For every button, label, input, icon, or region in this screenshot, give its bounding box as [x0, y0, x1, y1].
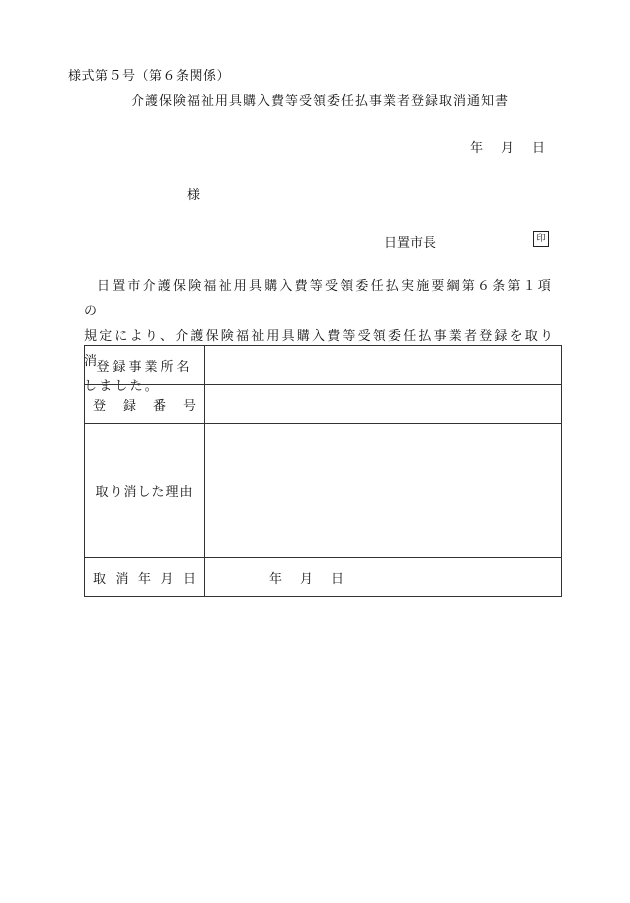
- issue-date: [470, 137, 545, 156]
- date-month: 月: [501, 141, 515, 156]
- date-day: 日: [532, 141, 546, 156]
- number-label-char: 録: [122, 398, 136, 414]
- number-label: [85, 385, 205, 424]
- cancel-date-label: [85, 558, 205, 597]
- document-title: 介護保険福祉用具購入費等受領委任払事業者登録取消通知書: [130, 94, 509, 109]
- cancel-month: 月: [300, 571, 314, 587]
- reason-label: 取り消した理由: [85, 424, 205, 558]
- cancel-label-char: 日: [182, 571, 196, 587]
- reason-value[interactable]: [205, 424, 562, 558]
- number-value[interactable]: [205, 385, 562, 424]
- table-row-office: [85, 346, 562, 385]
- body-line-1: 日置市介護保険福祉用具購入費等受領委任払実施要綱第６条第１項の: [84, 279, 554, 319]
- cancel-date-value[interactable]: [205, 558, 562, 597]
- body-line-3: しました。: [84, 379, 161, 394]
- office-label: 登録事業所名: [85, 346, 205, 385]
- cancel-label-char: 月: [160, 571, 174, 587]
- seal-mark: 印: [533, 231, 549, 247]
- cancel-label-char: 取: [93, 571, 107, 587]
- info-table: [84, 345, 562, 597]
- number-label-char: 号: [182, 398, 196, 414]
- table-row-number: [85, 385, 562, 424]
- table-row-cancel-date: [85, 558, 562, 597]
- cancel-label-char: 年: [137, 571, 151, 587]
- date-year: 年: [470, 141, 484, 156]
- table-row-reason: [85, 424, 562, 558]
- form-number: 様式第５号（第６条関係）: [68, 69, 231, 84]
- addressee-suffix: 様: [187, 188, 201, 203]
- office-value[interactable]: [205, 346, 562, 385]
- issuer-name: 日置市長: [384, 236, 437, 251]
- cancel-day: 日: [331, 571, 345, 587]
- cancel-label-char: 消: [115, 571, 129, 587]
- number-label-char: 番: [152, 398, 166, 414]
- number-label-char: 登: [93, 398, 107, 414]
- body-line-2: 規定により、介護保険福祉用具購入費等受領委任払事業者登録を取り消: [84, 329, 556, 369]
- cancel-year: 年: [269, 571, 283, 587]
